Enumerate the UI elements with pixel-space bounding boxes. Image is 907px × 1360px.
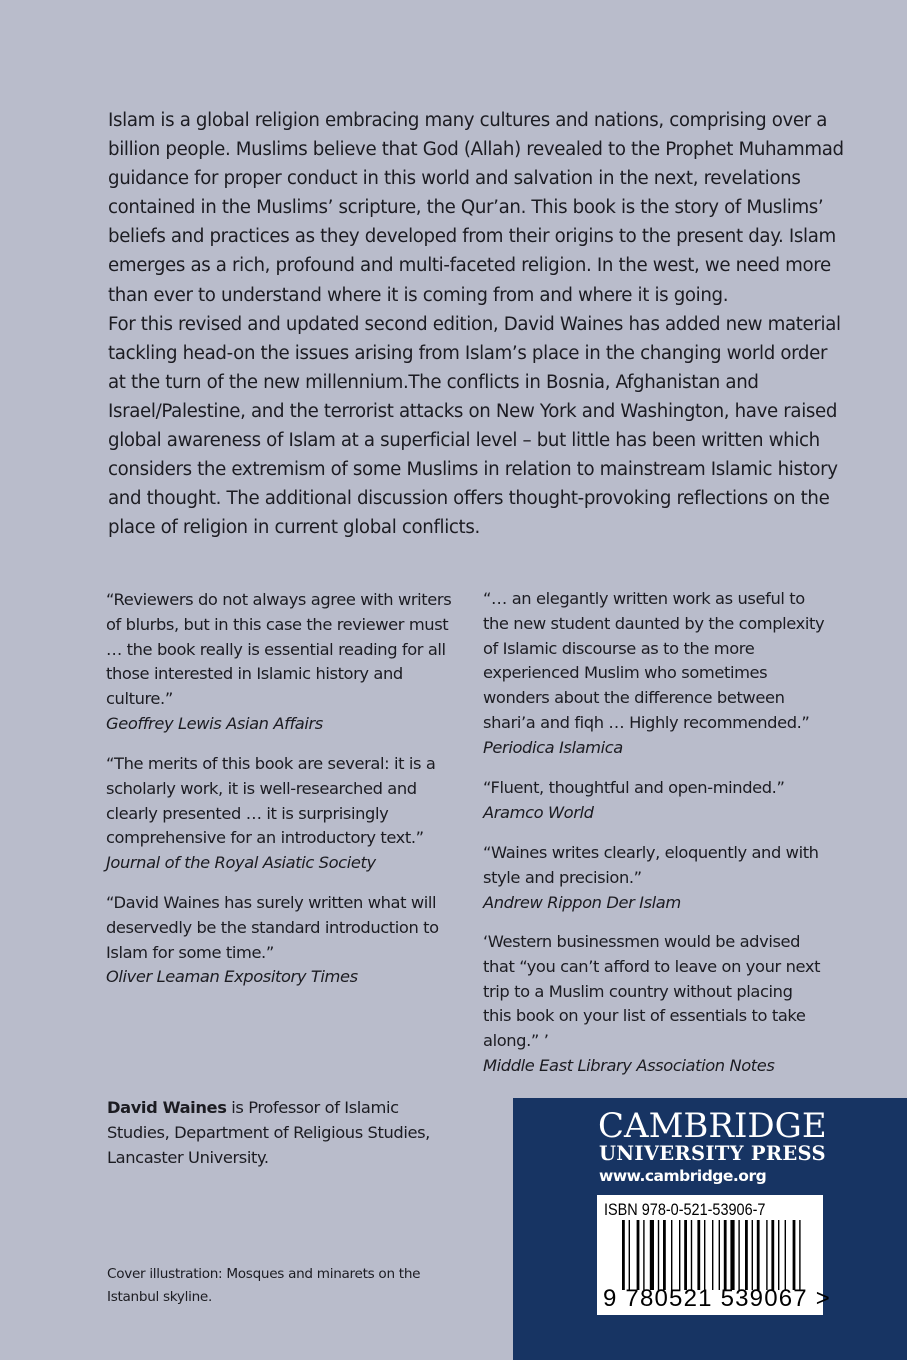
- text-line: emerges as a rich, profound and multi-faceted religion. In the west, we need more: [108, 255, 831, 277]
- text-line: tackling head-on the issues arising from Islam’s place in the changing world order: [108, 342, 828, 364]
- author-name: David Waines: [107, 1098, 227, 1117]
- barcode-bar: [771, 1220, 774, 1290]
- barcode-bar: [712, 1220, 713, 1290]
- barcode-bar: [679, 1220, 680, 1290]
- text-line: For this revised and updated second edition, David Waines has added new material: [108, 313, 841, 335]
- isbn-barcode: [597, 1195, 831, 1315]
- barcode-bar: [671, 1220, 672, 1290]
- text-line: contained in the Muslims’ scripture, the Qur’an. This book is the story of Muslims’: [108, 197, 824, 219]
- text-line: “Reviewers do not always agree with writers: [106, 590, 452, 609]
- cover-note-text: Istanbul skyline.: [107, 1289, 212, 1305]
- publisher-website: www.cambridge.org: [599, 1167, 767, 1185]
- barcode-bar: [643, 1220, 644, 1290]
- barcode-bar: [730, 1220, 734, 1290]
- barcode-bar: [745, 1220, 748, 1290]
- text-line: style and precision.”: [483, 867, 642, 887]
- text-line: than ever to understand where it is coming from and where it is going.: [108, 284, 729, 306]
- review-source: Oliver Leaman Expository Times: [106, 967, 358, 987]
- text-line: “Waines writes clearly, eloquently and with: [483, 843, 819, 862]
- text-line: experienced Muslim who sometimes: [483, 663, 768, 683]
- barcode-bar: [724, 1220, 727, 1290]
- text-line: place of religion in current global conflicts.: [108, 517, 480, 539]
- text-line: “Fluent, thoughtful and open-minded.”: [483, 778, 785, 797]
- review-source: Periodica Islamica: [483, 737, 623, 757]
- text-line: the new student daunted by the complexity: [483, 613, 825, 633]
- barcode-bar: [766, 1220, 767, 1290]
- text-line: ‘Western businessmen would be advised: [483, 932, 801, 951]
- text-line: … the book really is essential reading for all: [106, 639, 446, 659]
- publisher-logo-name: CAMBRIDGE: [598, 1106, 827, 1146]
- barcode-bar: [757, 1220, 760, 1290]
- barcode-bar: [799, 1220, 800, 1290]
- text-line: guidance for proper conduct in this world and salvation in the next, revelations: [108, 168, 801, 190]
- cover-note-text: Cover illustration: Mosques and minarets on the: [107, 1266, 421, 1282]
- text-line: scholarly work, it is well-researched and: [106, 778, 417, 798]
- text-line: “The merits of this book are several: it is a: [106, 754, 436, 773]
- text-line: of blurbs, but in this case the reviewer must: [106, 614, 449, 634]
- review-quote: [106, 588, 451, 737]
- review-quote: [483, 776, 785, 826]
- barcode-bar: [738, 1220, 739, 1290]
- text-line: clearly presented … it is surprisingly: [106, 803, 389, 823]
- text-line: Islam is a global religion embracing many cultures and nations, comprising over a: [108, 110, 828, 131]
- barcode-bar: [719, 1220, 720, 1290]
- barcode-bar: [778, 1220, 779, 1290]
- bio-text: Studies, Department of Religious Studies,: [107, 1123, 430, 1142]
- barcode-bar: [704, 1220, 705, 1290]
- bio-text: is Professor of Islamic: [226, 1098, 399, 1117]
- text-line: that “you can’t afford to leave on your next: [483, 956, 821, 976]
- bio-text: Lancaster University.: [107, 1148, 269, 1167]
- barcode-bars: [622, 1220, 802, 1290]
- review-source: Aramco World: [483, 802, 594, 822]
- review-source: Middle East Library Association Notes: [483, 1055, 775, 1075]
- barcode-bar: [684, 1220, 687, 1290]
- review-quote: [483, 841, 819, 915]
- text-line: considers the extremism of some Muslims in relation to mainstream Islamic history: [108, 459, 838, 481]
- text-line: “… an elegantly written work as useful to: [483, 589, 805, 608]
- text-line: culture.”: [106, 689, 173, 709]
- barcode-bar: [691, 1220, 692, 1290]
- text-line: trip to a Muslim country without placing: [483, 981, 793, 1001]
- barcode-bar: [637, 1220, 640, 1290]
- text-line: at the turn of the new millennium.The conflicts in Bosnia, Afghanistan and: [108, 371, 759, 393]
- text-line: billion people. Muslims believe that God (Allah) revealed to the Prophet Muhammad: [108, 139, 844, 161]
- text-line: those interested in Islamic history and: [106, 664, 403, 684]
- review-quote: [483, 930, 820, 1079]
- barcode-bar: [622, 1220, 625, 1290]
- review-quote: [106, 891, 439, 990]
- text-line: of Islamic discourse as to the more: [483, 638, 755, 658]
- isbn-text: ISBN 978-0-521-53906-7: [604, 1200, 766, 1219]
- text-line: this book on your list of essentials to take: [483, 1006, 806, 1026]
- review-quote: [483, 587, 824, 761]
- barcode-bar: [663, 1220, 666, 1290]
- text-line: and thought. The additional discussion offers thought-provoking reflections on the: [108, 488, 830, 510]
- text-line: Israel/Palestine, and the terrorist attacks on New York and Washington, have raised: [108, 400, 838, 422]
- barcode-bar: [793, 1220, 796, 1290]
- review-source: Geoffrey Lewis Asian Affairs: [106, 713, 323, 733]
- barcode-bar: [629, 1220, 630, 1290]
- text-line: “David Waines has surely written what will: [106, 893, 437, 912]
- ean-number: 9 780521 539067 >: [603, 1285, 831, 1312]
- cover-illustration-note: [107, 1263, 420, 1309]
- description-text: [108, 106, 844, 542]
- publisher-box: [513, 1098, 907, 1360]
- text-line: Islam for some time.”: [106, 942, 274, 962]
- barcode-bar: [697, 1220, 700, 1290]
- text-line: beliefs and practices as they developed from their origins to the present day. Islam: [108, 226, 836, 248]
- review-source: Andrew Rippon Der Islam: [483, 892, 681, 912]
- barcode-bar: [658, 1220, 659, 1290]
- text-line: shari’a and fiqh … Highly recommended.”: [483, 712, 810, 732]
- review-source: Journal of the Royal Asiatic Society: [106, 853, 376, 873]
- barcode-bar: [752, 1220, 753, 1290]
- author-bio: [107, 1095, 430, 1170]
- text-line: deservedly be the standard introduction to: [106, 917, 439, 937]
- text-line: along.” ’: [483, 1031, 549, 1051]
- text-line: wonders about the difference between: [483, 688, 785, 708]
- text-line: comprehensive for an introductory text.”: [106, 828, 424, 848]
- barcode-bar: [650, 1220, 654, 1290]
- text-line: global awareness of Islam at a superficial level – but little has been written which: [108, 430, 820, 452]
- barcode-bar: [785, 1220, 786, 1290]
- publisher-logo-subname: UNIVERSITY PRESS: [599, 1142, 826, 1165]
- review-quote: [106, 752, 435, 876]
